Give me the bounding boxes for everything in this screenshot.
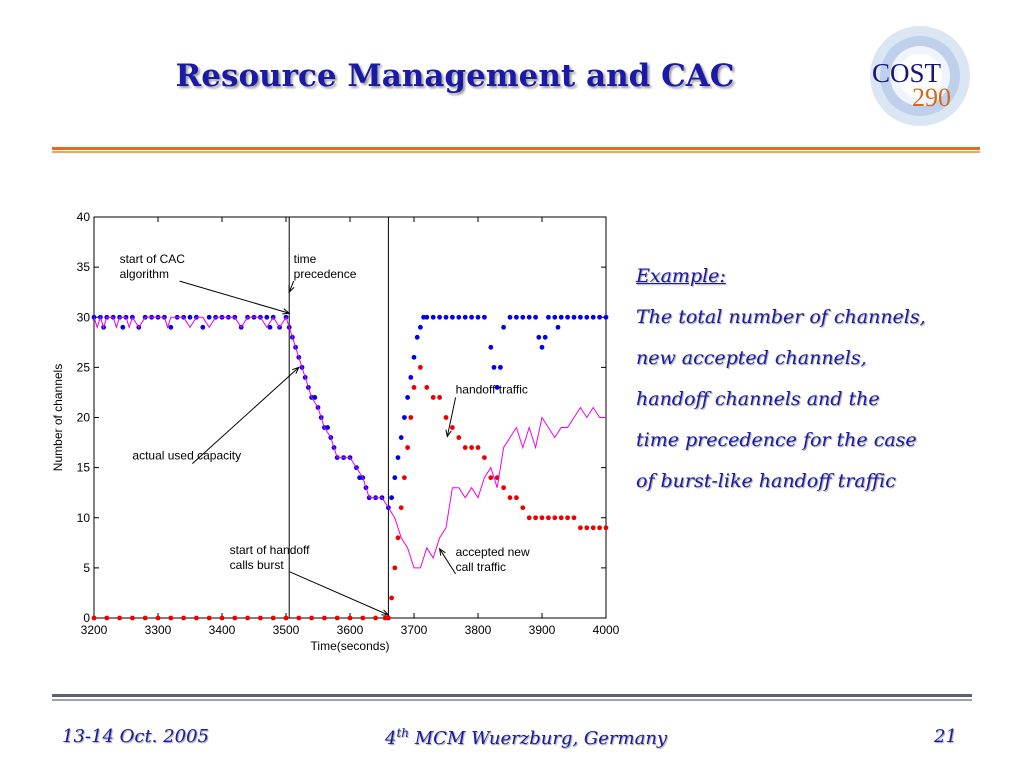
series-point-handoff_traffic bbox=[296, 616, 301, 621]
annotation-text: handoff traffic bbox=[455, 382, 528, 397]
series-point-actual_used_capacity bbox=[396, 455, 401, 460]
series-point-actual_used_capacity bbox=[508, 315, 513, 320]
x-tick-label: 3200 bbox=[80, 623, 108, 637]
annotation-text: accepted new bbox=[455, 544, 530, 559]
series-point-actual_used_capacity bbox=[120, 325, 125, 330]
y-tick-label: 0 bbox=[83, 611, 90, 625]
series-point-handoff_traffic bbox=[232, 616, 237, 621]
x-tick-label: 3300 bbox=[144, 623, 172, 637]
example-text bbox=[636, 256, 1016, 502]
example-line: time precedence for the case bbox=[636, 429, 917, 451]
series-point-handoff_traffic bbox=[181, 616, 186, 621]
header-rule-light bbox=[52, 151, 980, 153]
series-point-actual_used_capacity bbox=[463, 315, 468, 320]
footer-event-suffix: th bbox=[396, 726, 410, 740]
series-point-handoff_traffic bbox=[104, 616, 109, 621]
series-point-actual_used_capacity bbox=[498, 365, 503, 370]
series-point-actual_used_capacity bbox=[501, 325, 506, 330]
series-point-actual_used_capacity bbox=[264, 315, 269, 320]
series-point-actual_used_capacity bbox=[514, 315, 519, 320]
series-point-handoff_traffic bbox=[578, 525, 583, 530]
series-point-handoff_traffic bbox=[444, 415, 449, 420]
footer-event-number: 4 bbox=[385, 728, 397, 749]
series-point-actual_used_capacity bbox=[488, 345, 493, 350]
series-point-actual_used_capacity bbox=[572, 315, 577, 320]
series-point-actual_used_capacity bbox=[597, 315, 602, 320]
logo-text: COST bbox=[872, 58, 942, 88]
series-point-actual_used_capacity bbox=[527, 315, 532, 320]
series-point-actual_used_capacity bbox=[399, 435, 404, 440]
y-tick-label: 35 bbox=[76, 260, 90, 275]
annotation-text: calls burst bbox=[229, 557, 284, 572]
series-point-actual_used_capacity bbox=[431, 315, 436, 320]
series-point-handoff_traffic bbox=[604, 525, 609, 530]
series-point-handoff_traffic bbox=[399, 505, 404, 510]
series-point-handoff_traffic bbox=[456, 435, 461, 440]
series-point-actual_used_capacity bbox=[536, 335, 541, 340]
series-point-actual_used_capacity bbox=[565, 315, 570, 320]
annotation-text: precedence bbox=[293, 267, 357, 282]
series-point-handoff_traffic bbox=[450, 425, 455, 430]
series-point-handoff_traffic bbox=[92, 616, 97, 621]
x-axis-label: Time(seconds) bbox=[310, 639, 390, 653]
series-point-handoff_traffic bbox=[322, 616, 327, 621]
header-rule bbox=[52, 147, 980, 150]
footer-date: 13-14 Oct. 2005 bbox=[62, 726, 209, 747]
series-point-handoff_traffic bbox=[360, 616, 365, 621]
series-point-handoff_traffic bbox=[559, 515, 564, 520]
series-point-handoff_traffic bbox=[207, 616, 212, 621]
example-line: new accepted channels, bbox=[636, 347, 867, 369]
annotation-text: start of CAC bbox=[119, 252, 185, 267]
series-point-handoff_traffic bbox=[194, 616, 199, 621]
series-point-actual_used_capacity bbox=[389, 495, 394, 500]
series-point-actual_used_capacity bbox=[437, 315, 442, 320]
logo-number: 290 bbox=[912, 83, 951, 112]
annotation-text: call traffic bbox=[455, 559, 507, 574]
example-line: of burst-like handoff traffic bbox=[636, 470, 896, 492]
series-point-handoff_traffic bbox=[245, 616, 250, 621]
series-point-actual_used_capacity bbox=[188, 315, 193, 320]
series-point-actual_used_capacity bbox=[540, 345, 545, 350]
series-point-handoff_traffic bbox=[488, 475, 493, 480]
y-axis-label: Number of channels bbox=[51, 363, 65, 472]
series-point-actual_used_capacity bbox=[418, 325, 423, 330]
series-point-handoff_traffic bbox=[431, 395, 436, 400]
series-point-handoff_traffic bbox=[572, 515, 577, 520]
series-point-actual_used_capacity bbox=[559, 315, 564, 320]
series-point-handoff_traffic bbox=[508, 495, 513, 500]
series-point-handoff_traffic bbox=[552, 515, 557, 520]
series-point-actual_used_capacity bbox=[444, 315, 449, 320]
y-tick-label: 20 bbox=[76, 410, 90, 425]
series-point-handoff_traffic bbox=[117, 616, 122, 621]
series-point-handoff_traffic bbox=[418, 365, 423, 370]
series-point-handoff_traffic bbox=[514, 495, 519, 500]
series-point-handoff_traffic bbox=[408, 415, 413, 420]
footer-event-text: MCM Wuerzburg, Germany bbox=[409, 728, 668, 749]
series-point-actual_used_capacity bbox=[450, 315, 455, 320]
series-point-handoff_traffic bbox=[565, 515, 570, 520]
y-tick-label: 15 bbox=[76, 460, 90, 475]
series-point-actual_used_capacity bbox=[476, 315, 481, 320]
series-point-handoff_traffic bbox=[546, 515, 551, 520]
example-heading: Example: bbox=[636, 265, 726, 287]
footer-event bbox=[385, 726, 667, 749]
series-point-handoff_traffic bbox=[220, 616, 225, 621]
y-tick-label: 5 bbox=[83, 560, 90, 575]
series-point-handoff_traffic bbox=[271, 616, 276, 621]
annotation-text: actual used capacity bbox=[132, 448, 242, 463]
series-point-handoff_traffic bbox=[463, 445, 468, 450]
series-point-actual_used_capacity bbox=[591, 315, 596, 320]
series-point-handoff_traffic bbox=[402, 475, 407, 480]
series-point-handoff_traffic bbox=[476, 445, 481, 450]
series-point-actual_used_capacity bbox=[492, 365, 497, 370]
series-point-actual_used_capacity bbox=[469, 315, 474, 320]
series-point-actual_used_capacity bbox=[415, 335, 420, 340]
series-point-handoff_traffic bbox=[424, 385, 429, 390]
series-point-actual_used_capacity bbox=[552, 315, 557, 320]
x-tick-label: 3700 bbox=[400, 623, 428, 637]
series-point-handoff_traffic bbox=[482, 455, 487, 460]
y-tick-label: 40 bbox=[76, 210, 90, 224]
series-point-handoff_traffic bbox=[540, 515, 545, 520]
series-point-actual_used_capacity bbox=[543, 335, 548, 340]
x-tick-label: 3800 bbox=[464, 623, 492, 637]
series-point-handoff_traffic bbox=[373, 616, 378, 621]
series-point-handoff_traffic bbox=[527, 515, 532, 520]
series-point-actual_used_capacity bbox=[456, 315, 461, 320]
annotation-text: time bbox=[293, 252, 317, 267]
series-point-handoff_traffic bbox=[584, 525, 589, 530]
x-tick-label: 3600 bbox=[336, 623, 364, 637]
series-point-actual_used_capacity bbox=[520, 315, 525, 320]
x-tick-label: 3500 bbox=[272, 623, 300, 637]
chart-svg bbox=[40, 196, 640, 676]
series-point-handoff_traffic bbox=[168, 616, 173, 621]
footer-rule bbox=[52, 694, 972, 697]
series-point-handoff_traffic bbox=[412, 385, 417, 390]
series-point-handoff_traffic bbox=[335, 616, 340, 621]
series-point-handoff_traffic bbox=[533, 515, 538, 520]
series-point-actual_used_capacity bbox=[207, 315, 212, 320]
series-point-actual_used_capacity bbox=[578, 315, 583, 320]
series-point-actual_used_capacity bbox=[584, 315, 589, 320]
series-point-actual_used_capacity bbox=[392, 475, 397, 480]
x-tick-label: 3400 bbox=[208, 623, 236, 637]
series-point-handoff_traffic bbox=[437, 395, 442, 400]
y-tick-label: 30 bbox=[76, 310, 90, 325]
series-point-handoff_traffic bbox=[392, 565, 397, 570]
x-tick-label: 3900 bbox=[528, 623, 556, 637]
y-tick-label: 10 bbox=[76, 510, 90, 525]
series-point-handoff_traffic bbox=[309, 616, 314, 621]
series-point-actual_used_capacity bbox=[482, 315, 487, 320]
series-point-actual_used_capacity bbox=[556, 325, 561, 330]
series-point-handoff_traffic bbox=[396, 535, 401, 540]
series-point-handoff_traffic bbox=[156, 616, 161, 621]
series-point-actual_used_capacity bbox=[604, 315, 609, 320]
series-point-handoff_traffic bbox=[501, 485, 506, 490]
footer-page-number: 21 bbox=[934, 726, 957, 747]
slide-title: Resource Management and CAC bbox=[175, 58, 735, 94]
series-point-handoff_traffic bbox=[143, 616, 148, 621]
series-point-actual_used_capacity bbox=[405, 395, 410, 400]
series-point-handoff_traffic bbox=[597, 525, 602, 530]
annotation-text: start of handoff bbox=[229, 542, 310, 557]
series-point-handoff_traffic bbox=[520, 505, 525, 510]
series-point-actual_used_capacity bbox=[168, 325, 173, 330]
series-point-actual_used_capacity bbox=[200, 325, 205, 330]
series-point-handoff_traffic bbox=[130, 616, 135, 621]
footer-rule-light bbox=[52, 699, 972, 701]
y-tick-label: 25 bbox=[76, 360, 90, 375]
series-point-handoff_traffic bbox=[389, 596, 394, 601]
series-point-handoff_traffic bbox=[405, 445, 410, 450]
series-point-handoff_traffic bbox=[348, 616, 353, 621]
series-point-handoff_traffic bbox=[258, 616, 263, 621]
example-line: The total number of channels, bbox=[636, 306, 926, 328]
series-point-actual_used_capacity bbox=[412, 355, 417, 360]
series-point-actual_used_capacity bbox=[408, 375, 413, 380]
series-point-handoff_traffic bbox=[386, 616, 391, 621]
x-tick-label: 4000 bbox=[592, 623, 620, 637]
series-point-handoff_traffic bbox=[469, 445, 474, 450]
series-point-actual_used_capacity bbox=[546, 315, 551, 320]
series-point-actual_used_capacity bbox=[533, 315, 538, 320]
series-point-handoff_traffic bbox=[591, 525, 596, 530]
series-point-handoff_traffic bbox=[284, 616, 289, 621]
chart bbox=[40, 196, 640, 676]
series-point-actual_used_capacity bbox=[402, 415, 407, 420]
example-line: handoff channels and the bbox=[636, 388, 880, 410]
series-point-actual_used_capacity bbox=[424, 315, 429, 320]
annotation-text: algorithm bbox=[119, 267, 169, 282]
